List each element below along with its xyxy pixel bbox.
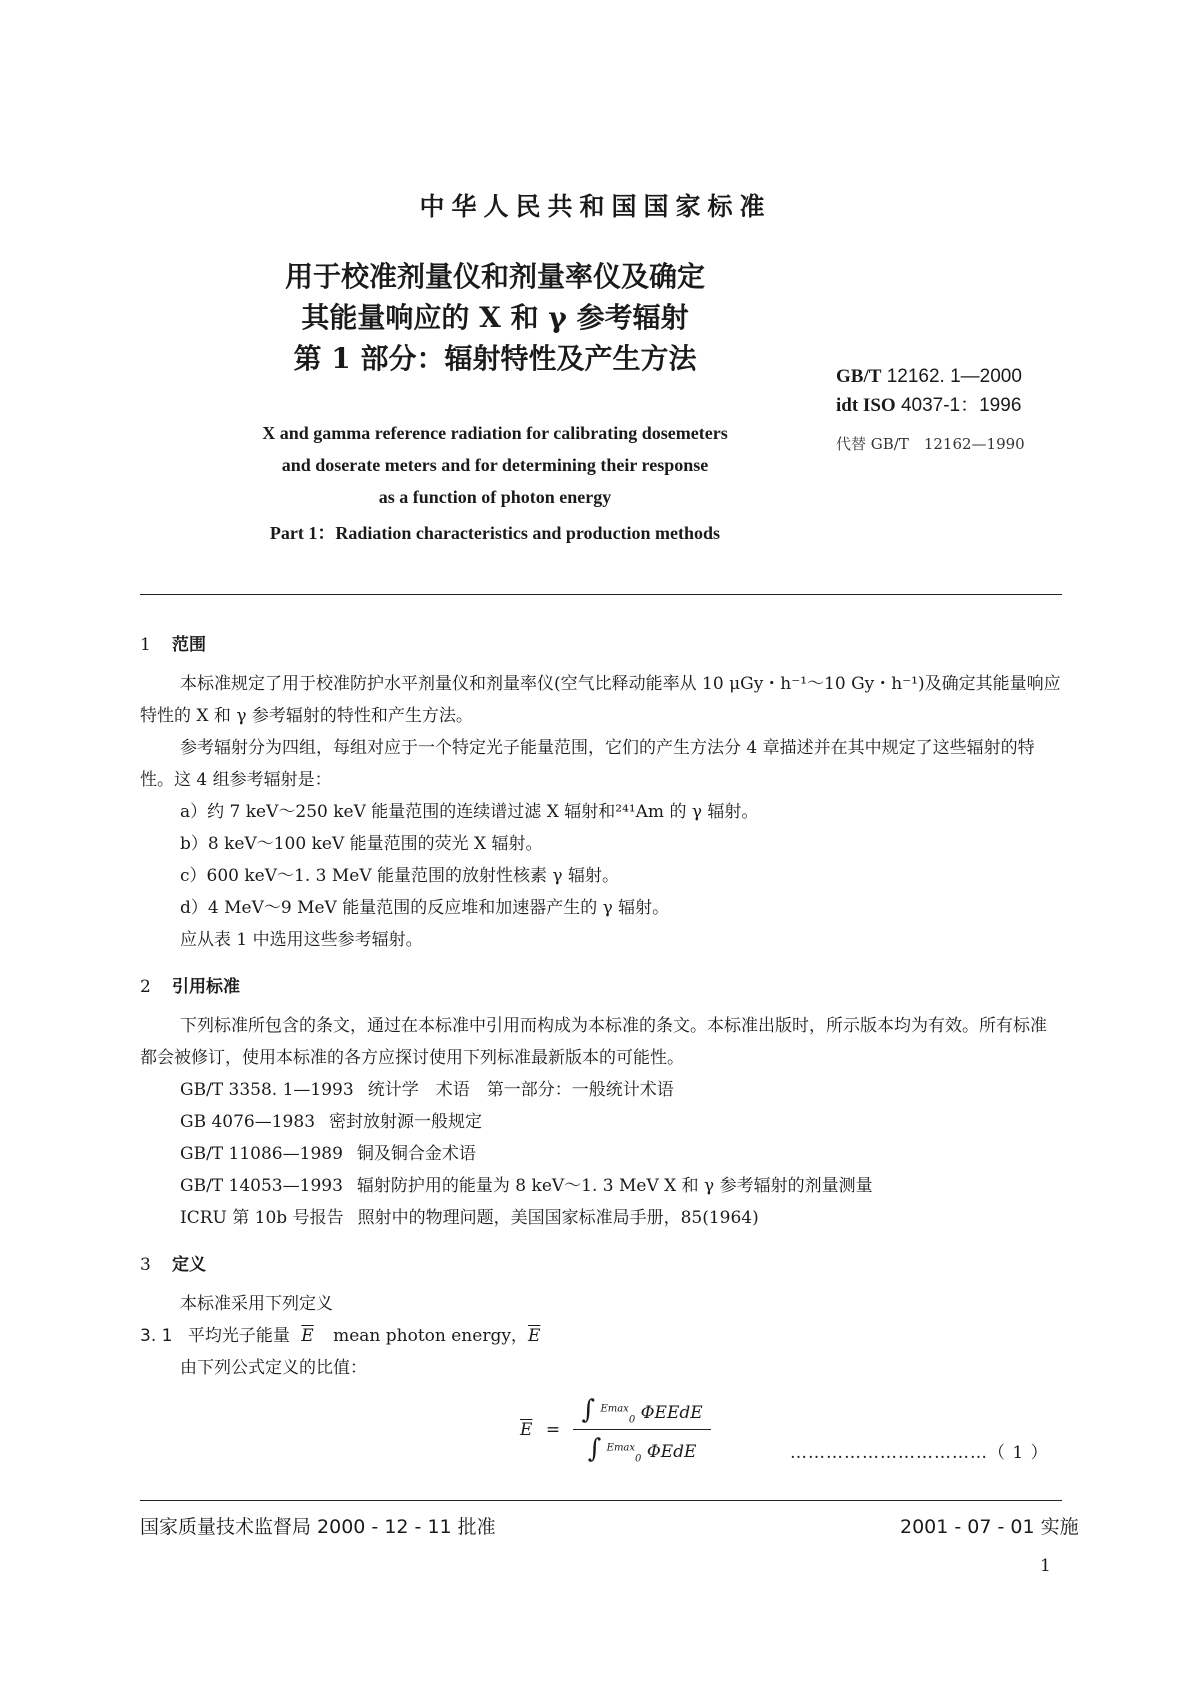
section-3-heading (140, 1250, 206, 1275)
upper-limit: Emax (606, 1442, 636, 1454)
section-title: 范围 (172, 635, 206, 655)
footer-divider (140, 1500, 1062, 1501)
formula-lhs: $\overline{E}$ (520, 1419, 533, 1440)
lower-limit: 0 (628, 1414, 636, 1426)
title-cn-line2: 其能量响应的 X 和 γ 参考辐射 (301, 301, 689, 334)
paragraph: 下列标准所包含的条文，通过在本标准中引用而构成为本标准的条文。本标准出版时，所示版本均为有效。所有标准都会被修订，使用本标准的各方应探讨使用下列标准最新版本的可能性。 (140, 1016, 1047, 1068)
title-en-line2: and doserate meters and for determining their response (281, 455, 709, 475)
reference-code: GB/T 3358. 1—1993 (180, 1080, 354, 1100)
subsection-description: 由下列公式定义的比值： (180, 1358, 367, 1378)
section-2-heading (140, 972, 240, 997)
header-divider (140, 594, 1062, 595)
section-number: 2 (140, 977, 151, 997)
reference-row (180, 1106, 482, 1138)
lower-limit: 0 (635, 1453, 642, 1465)
reference-title: 照射中的物理问题，美国国家标准局手册，85(1964) (357, 1208, 759, 1228)
reference-code: GB/T 14053—1993 (180, 1176, 343, 1196)
reference-title: 铜及铜合金术语 (356, 1144, 476, 1164)
list-item: d）4 MeV～9 MeV 能量范围的反应堆和加速器产生的 γ 辐射。 (180, 898, 670, 918)
mean-energy-symbol: $\overline{E}$ (527, 1326, 541, 1346)
section-1-closing: 应从表 1 中选用这些参考辐射。 (180, 930, 423, 950)
reference-row (180, 1170, 873, 1202)
section-3-intro: 本标准采用下列定义 (180, 1294, 333, 1314)
title-en-line1: X and gamma reference radiation for calibrating dosemeters (262, 423, 728, 443)
reference-row (180, 1138, 476, 1170)
standard-number (836, 366, 1022, 388)
fraction-denominator (573, 1434, 710, 1464)
reference-row (180, 1074, 674, 1106)
subsection-title-en: mean photon energy， (333, 1326, 528, 1346)
page-number: 1 (1040, 1556, 1051, 1576)
section-2-para-1 (140, 1010, 1062, 1074)
reference-row (180, 1202, 759, 1234)
reference-code: GB/T 11086—1989 (180, 1144, 343, 1164)
upper-limit: Emax (600, 1403, 629, 1415)
section-1-para-2 (140, 732, 1062, 796)
title-en-line3: as a function of photon energy (378, 487, 612, 507)
section-1-heading (140, 630, 206, 655)
title-cn-line1: 用于校准剂量仪和剂量率仪及确定 (284, 260, 705, 293)
reference-code: GB 4076—1983 (180, 1112, 316, 1132)
list-item: b）8 keV～100 keV 能量范围的荧光 X 辐射。 (180, 834, 543, 854)
section-title: 定义 (172, 1255, 206, 1275)
standard-prefix: GB/T (836, 366, 882, 387)
section-1-para-1 (140, 668, 1062, 732)
paragraph: 参考辐射分为四组，每组对应于一个特定光子能量范围，它们的产生方法分 4 章描述并在其中规定了这些辐射的特性。这 4 组参考辐射是： (140, 738, 1035, 790)
mean-energy-symbol: $\overline{E}$ (301, 1326, 314, 1346)
reference-code: ICRU 第 10b 号报告 (180, 1208, 344, 1228)
formula-fraction (573, 1395, 710, 1465)
title-cn-line3: 第 1 部分：辐射特性及产生方法 (293, 342, 697, 375)
subsection-number: 3. 1 (140, 1326, 173, 1346)
reference-title: 密封放射源一般规定 (329, 1112, 483, 1132)
standard-type-heading: 中华人民共和国国家标准 (419, 192, 772, 221)
iso-equivalent (836, 390, 1021, 417)
reference-title: 统计学 术语 第一部分：一般统计术语 (367, 1080, 674, 1100)
reference-title: 辐射防护用的能量为 8 keV～1. 3 MeV X 和 γ 参考辐射的剂量测量 (356, 1176, 873, 1196)
replaces-standard: 代替 GB/T 12162—1990 (836, 435, 1025, 453)
subsection-title-cn: 平均光子能量 (187, 1326, 290, 1346)
paragraph: 本标准规定了用于校准防护水平剂量仪和剂量率仪(空气比释动能率从 10 μGy・h⁻¹～10 Gy・h⁻¹)及确定其能量响应特性的 X 和 γ 参考辐射的特性和产生方法。 (140, 674, 1061, 726)
formula-equals: = (545, 1419, 561, 1440)
effective-date: 2001 - 07 - 01 实施 (900, 1516, 1079, 1538)
iso-prefix: idt ISO (836, 395, 896, 416)
section-number: 1 (140, 635, 151, 655)
integral-icon: ∫ (587, 1434, 602, 1465)
standard-code: 12162. 1—2000 (886, 366, 1022, 387)
iso-code: 4037-1：1996 (900, 395, 1022, 416)
denominator-expression: ΦEdE (646, 1442, 697, 1463)
numerator-expression: ΦEEdE (640, 1403, 703, 1423)
equation-number (790, 1438, 1049, 1463)
list-item: c）600 keV～1. 3 MeV 能量范围的放射性核素 γ 辐射。 (180, 866, 619, 886)
integral-icon: ∫ (581, 1395, 596, 1425)
title-en-line4: Part 1：Radiation characteristics and production methods (269, 523, 721, 543)
issued-date: 国家质量技术监督局 2000 - 12 - 11 批准 (140, 1516, 496, 1538)
fraction-bar (573, 1429, 710, 1430)
mean-energy-formula (520, 1395, 711, 1465)
section-number: 3 (140, 1255, 151, 1275)
subsection-3-1 (140, 1320, 540, 1352)
section-title: 引用标准 (172, 977, 240, 997)
equation-leader: …………………………… (790, 1443, 988, 1463)
equation-label: （ 1 ） (988, 1443, 1049, 1463)
fraction-numerator (573, 1395, 710, 1425)
list-item: a）约 7 keV～250 keV 能量范围的连续谱过滤 X 辐射和²⁴¹Am 的 γ 辐射。 (180, 802, 759, 822)
